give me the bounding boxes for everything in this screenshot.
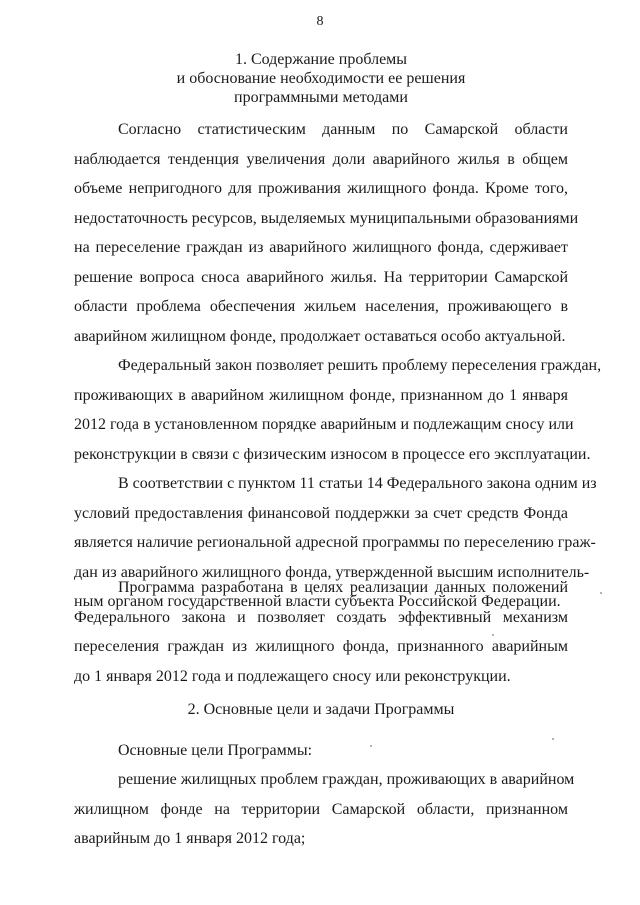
paragraph-line: 2012 года в установленном порядке аварийным и подлежащим сносу или bbox=[74, 416, 574, 433]
paragraph-line: В соответствии с пунктом 11 статьи 14 Федерального закона одним из bbox=[118, 475, 597, 492]
paragraph-line: аварийным до 1 января 2012 года; bbox=[74, 830, 306, 847]
page-number: 8 bbox=[316, 14, 324, 29]
paragraph-line: объеме непригодного для проживания жилищного фонда. Кроме того, bbox=[74, 180, 568, 197]
paragraph-line: Программа разработана в целях реализации данных положений bbox=[118, 579, 568, 596]
paragraph-4 bbox=[74, 573, 568, 691]
paragraph-line: наблюдается тенденция увеличения доли аварийного жилья в общем bbox=[74, 150, 568, 168]
paragraph-line: является наличие региональной адресной программы по переселению граж- bbox=[74, 534, 596, 551]
goal-item-1 bbox=[74, 765, 575, 854]
paragraph-line: на переселение граждан из аварийного жилищного фонда, сдерживает bbox=[74, 239, 568, 256]
paragraph-line: недостаточность ресурсов, выделяемых муниципальными образованиями bbox=[74, 209, 579, 227]
paragraph-2 bbox=[74, 351, 602, 469]
scan-speck bbox=[552, 738, 554, 740]
paragraph-line: проживающих в аварийном жилищном фонде, признанном до 1 января bbox=[74, 386, 568, 404]
paragraph-line: жилищном фонде на территории Самарской области, признанном bbox=[74, 800, 568, 818]
paragraph-line: дан из аварийного жилищного фонда, утвержденной высшим исполнитель- bbox=[74, 563, 590, 581]
paragraph-1 bbox=[74, 115, 579, 351]
scan-speck bbox=[492, 634, 494, 636]
section-2-heading bbox=[74, 700, 568, 719]
paragraph-line: переселения граждан из жилищного фонда, признанного аварийным bbox=[74, 638, 568, 655]
scan-speck bbox=[370, 745, 372, 747]
section-1-heading-line: программными методами bbox=[234, 89, 408, 106]
paragraph-line: условий предоставления финансовой поддержки за счет средств Фонда bbox=[74, 504, 568, 522]
section-1-heading bbox=[74, 50, 568, 107]
paragraph-line: решение вопроса сноса аварийного жилья. На территории Самарской bbox=[74, 268, 568, 286]
paragraph-line: реконструкции в связи с физическим износом в процессе его эксплуатации. bbox=[74, 445, 591, 463]
paragraph-line: Основные цели Программы: bbox=[118, 742, 313, 759]
paragraph-line: области проблема обеспечения жильем населения, проживающего в bbox=[74, 298, 568, 315]
scan-speck bbox=[600, 592, 602, 594]
paragraph-line: Федеральный закон позволяет решить проблему переселения граждан, bbox=[118, 357, 602, 374]
paragraph-line: решение жилищных проблем граждан, проживающих в аварийном bbox=[118, 771, 575, 788]
section-2-heading-line: 2. Основные цели и задачи Программы bbox=[187, 701, 455, 718]
section-1-heading-line: 1. Содержание проблемы bbox=[234, 51, 408, 68]
paragraph-line: ным органом государственной власти субъекта Российской Федерации. bbox=[74, 593, 561, 610]
paragraph-line: аварийном жилищном фонде, продолжает оставаться особо актуальной. bbox=[74, 327, 566, 345]
paragraph-line: до 1 января 2012 года и подлежащего сносу или реконструкции. bbox=[74, 667, 511, 685]
goals-subheading bbox=[74, 736, 568, 766]
section-1-heading-line: и обоснование необходимости ее решения bbox=[176, 70, 466, 87]
paragraph-line: Федерального закона и позволяет создать эффективный механизм bbox=[74, 608, 568, 626]
paragraph-line: Согласно статистическим данным по Самарской области bbox=[118, 121, 568, 138]
